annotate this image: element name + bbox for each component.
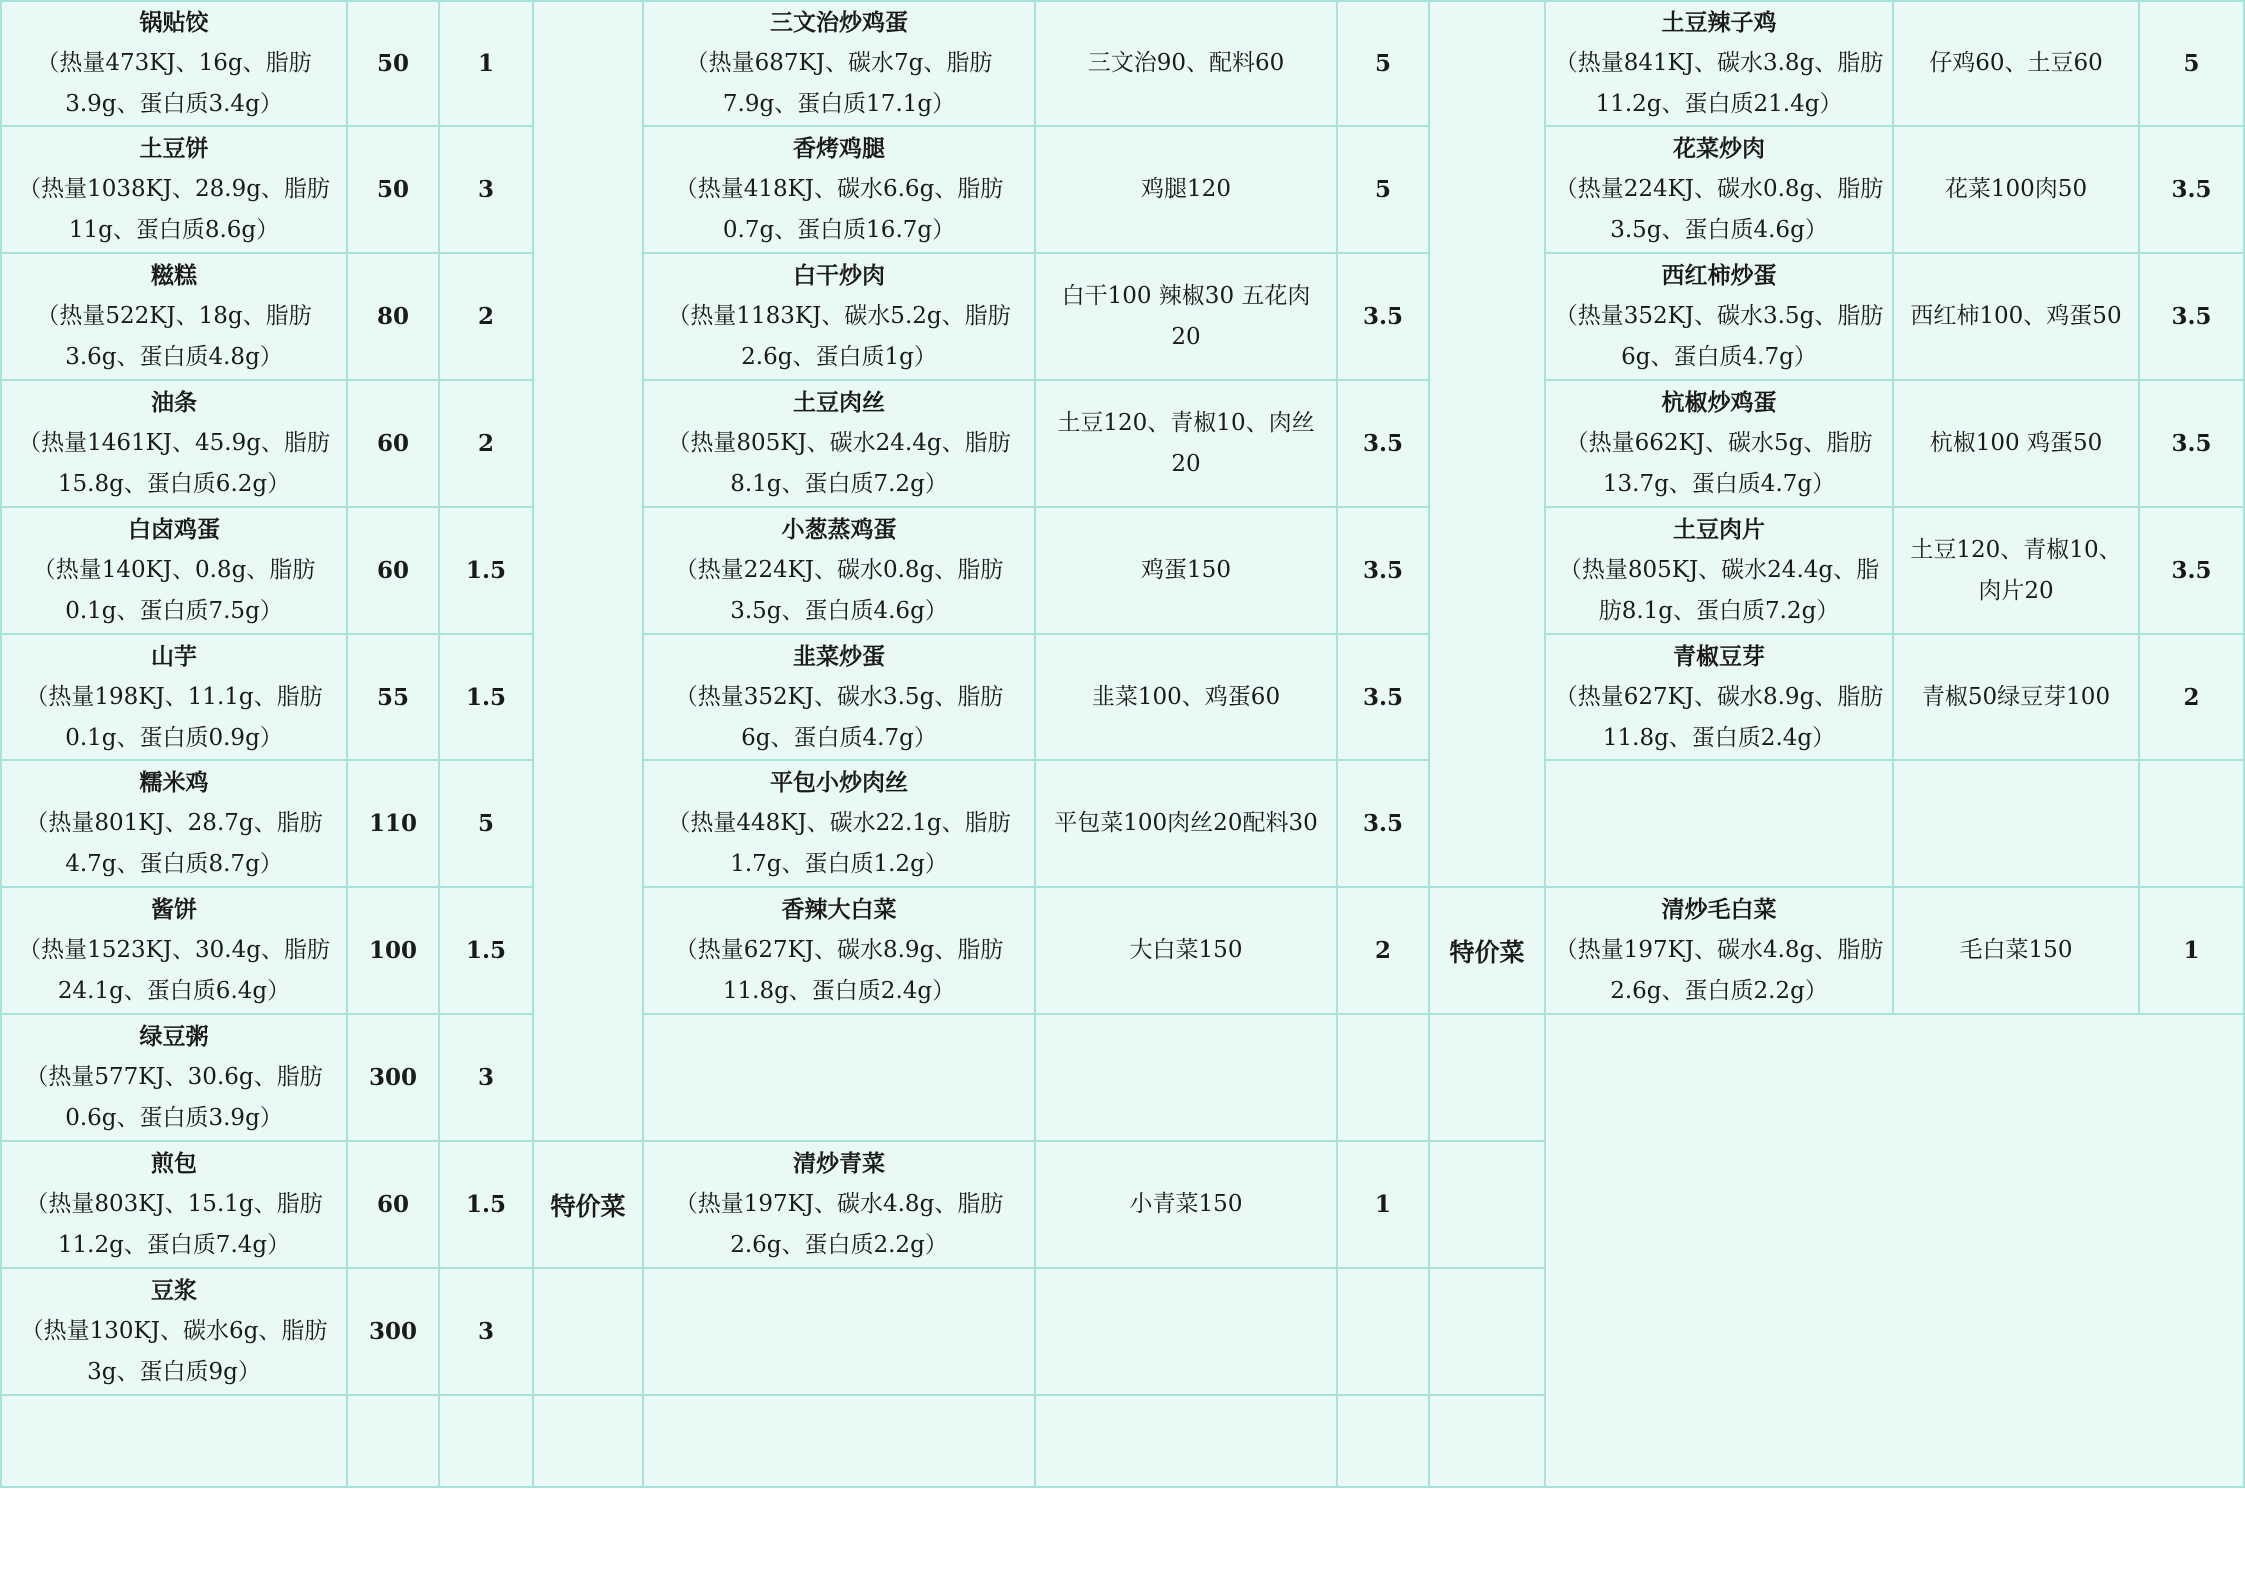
empty-cell xyxy=(534,1396,644,1488)
dish-name: 白干炒肉 xyxy=(793,262,885,289)
ingredient-cell xyxy=(1036,508,1338,635)
price-cell xyxy=(1338,1142,1430,1269)
special-tag-cell xyxy=(1430,888,1546,1015)
price-cell-text: 1 xyxy=(477,50,494,77)
weight-cell-text: 80 xyxy=(376,303,409,330)
dish-name: 油条 xyxy=(151,389,197,416)
category-merged-cell xyxy=(534,0,644,1142)
price-cell-text: 1.5 xyxy=(465,937,506,964)
weight-cell-text: 300 xyxy=(368,1318,417,1345)
weight-cell xyxy=(348,127,440,254)
weight-cell-text: 110 xyxy=(368,810,417,837)
dish-nutrition: （热量627KJ、碳水8.9g、脂肪11.8g、蛋白质2.4g） xyxy=(1554,683,1884,751)
price-cell xyxy=(1338,508,1430,635)
empty-cell xyxy=(0,1396,348,1488)
ingredient-cell xyxy=(1036,761,1338,888)
dish-text xyxy=(644,509,1034,632)
dish-text xyxy=(644,1143,1034,1266)
dish-text xyxy=(2,1016,346,1139)
dish-name: 糯米鸡 xyxy=(139,769,209,796)
ingredient-cell-text: 西红柿100、鸡蛋50 xyxy=(1910,303,2122,329)
dish-name: 平包小炒肉丝 xyxy=(770,769,908,796)
empty-cell xyxy=(1036,1015,1338,1142)
price-cell xyxy=(440,1015,534,1142)
dish-cell xyxy=(1546,888,1894,1015)
price-cell-text: 3.5 xyxy=(2171,303,2212,330)
special-tag-cell-text: 特价菜 xyxy=(550,1191,626,1221)
empty-cell xyxy=(644,1269,1036,1396)
price-cell xyxy=(2140,127,2245,254)
weight-cell xyxy=(348,254,440,381)
empty-cell xyxy=(1430,1269,1546,1396)
dish-nutrition: （热量352KJ、碳水3.5g、脂肪6g、蛋白质4.7g） xyxy=(674,683,1004,751)
empty-cell xyxy=(1338,1269,1430,1396)
dish-cell xyxy=(1546,254,1894,381)
dish-name: 绿豆粥 xyxy=(139,1023,209,1050)
dish-name: 豆浆 xyxy=(151,1277,197,1304)
dish-cell xyxy=(644,635,1036,761)
price-cell xyxy=(440,635,534,761)
dish-text xyxy=(2,636,346,759)
ingredient-cell xyxy=(1036,635,1338,761)
price-cell-text: 2 xyxy=(477,303,494,330)
dish-name: 土豆辣子鸡 xyxy=(1661,9,1777,36)
ingredient-cell-text: 大白菜150 xyxy=(1129,937,1243,963)
dish-text xyxy=(644,128,1034,251)
dish-cell xyxy=(644,508,1036,635)
dish-cell xyxy=(1546,0,1894,127)
dish-nutrition: （热量224KJ、碳水0.8g、脂肪3.5g、蛋白质4.6g） xyxy=(1554,176,1884,243)
dish-name: 糍糕 xyxy=(151,262,197,289)
dish-nutrition: （热量197KJ、碳水4.8g、脂肪2.6g、蛋白质2.2g） xyxy=(1554,937,1884,1004)
dish-name: 韭菜炒蛋 xyxy=(793,642,885,670)
dish-nutrition: （热量522KJ、18g、脂肪3.6g、蛋白质4.8g） xyxy=(36,303,312,370)
price-cell xyxy=(1338,761,1430,888)
ingredient-cell-text: 鸡腿120 xyxy=(1141,176,1231,202)
dish-nutrition: （热量577KJ、30.6g、脂肪0.6g、蛋白质3.9g） xyxy=(25,1064,323,1131)
ingredient-cell-text: 白干100 辣椒30 五花肉20 xyxy=(1061,282,1311,350)
dish-nutrition: （热量352KJ、碳水3.5g、脂肪6g、蛋白质4.7g） xyxy=(1554,303,1884,370)
dish-nutrition: （热量801KJ、28.7g、脂肪4.7g、蛋白质8.7g） xyxy=(25,810,323,877)
dish-name: 西红柿炒蛋 xyxy=(1661,262,1777,289)
price-cell xyxy=(440,127,534,254)
empty-cell xyxy=(1338,1015,1430,1142)
price-cell xyxy=(2140,0,2245,127)
price-cell-text: 2 xyxy=(2183,683,2200,711)
ingredient-cell-text: 毛白菜150 xyxy=(1959,937,2073,963)
special-tag-cell xyxy=(534,1142,644,1269)
dish-nutrition: （热量224KJ、碳水0.8g、脂肪3.5g、蛋白质4.6g） xyxy=(674,557,1004,624)
dish-cell xyxy=(0,1142,348,1269)
dish-nutrition: （热量130KJ、碳水6g、脂肪3g、蛋白质9g） xyxy=(20,1318,328,1385)
dish-cell xyxy=(0,0,348,127)
price-cell xyxy=(440,1142,534,1269)
weight-cell-text: 60 xyxy=(376,1191,409,1218)
dish-cell xyxy=(1546,127,1894,254)
price-cell-text: 3 xyxy=(477,176,494,203)
dish-nutrition: （热量627KJ、碳水8.9g、脂肪11.8g、蛋白质2.4g） xyxy=(674,937,1004,1004)
dish-name: 锅贴饺 xyxy=(139,9,209,36)
ingredient-cell xyxy=(1894,127,2140,254)
price-cell-text: 3.5 xyxy=(2171,430,2212,457)
empty-cell xyxy=(1430,1015,1546,1142)
dish-nutrition: （热量803KJ、15.1g、脂肪11.2g、蛋白质7.4g） xyxy=(25,1191,323,1258)
weight-cell xyxy=(348,761,440,888)
dish-nutrition: （热量198KJ、11.1g、脂肪0.1g、蛋白质0.9g） xyxy=(25,683,323,751)
dish-nutrition: （热量687KJ、碳水7g、脂肪7.9g、蛋白质17.1g） xyxy=(685,50,993,117)
dish-text xyxy=(2,509,346,632)
dish-name: 小葱蒸鸡蛋 xyxy=(781,516,897,543)
ingredient-cell xyxy=(1894,635,2140,761)
price-cell xyxy=(440,254,534,381)
dish-text xyxy=(2,889,346,1012)
dish-cell xyxy=(644,1142,1036,1269)
dish-name: 香烤鸡腿 xyxy=(793,135,885,162)
price-cell-text: 1.5 xyxy=(465,1191,506,1218)
empty-cell xyxy=(1338,1396,1430,1488)
ingredient-cell-text: 小青菜150 xyxy=(1129,1191,1243,1217)
dish-text xyxy=(1546,128,1892,251)
price-cell-text: 2 xyxy=(477,430,494,457)
dish-cell xyxy=(0,381,348,508)
dish-text xyxy=(2,128,346,251)
price-cell-text: 1 xyxy=(1374,1191,1391,1218)
weight-cell xyxy=(348,1015,440,1142)
dish-cell xyxy=(0,635,348,761)
price-cell xyxy=(1338,381,1430,508)
dish-nutrition: （热量662KJ、碳水5g、脂肪13.7g、蛋白质4.7g） xyxy=(1565,430,1873,497)
dish-text xyxy=(644,255,1034,378)
price-cell xyxy=(2140,254,2245,381)
price-cell xyxy=(2140,381,2245,508)
dish-nutrition: （热量197KJ、碳水4.8g、脂肪2.6g、蛋白质2.2g） xyxy=(674,1191,1004,1258)
empty-cell xyxy=(1894,761,2140,888)
dish-name: 煎包 xyxy=(151,1150,197,1177)
dish-cell xyxy=(644,761,1036,888)
weight-cell-text: 50 xyxy=(376,176,409,203)
ingredient-cell xyxy=(1894,0,2140,127)
empty-cell xyxy=(644,1015,1036,1142)
dish-text xyxy=(2,255,346,378)
dish-nutrition: （热量841KJ、碳水3.8g、脂肪11.2g、蛋白质21.4g） xyxy=(1554,50,1884,117)
dish-name: 白卤鸡蛋 xyxy=(128,516,220,543)
dish-nutrition: （热量805KJ、碳水24.4g、脂肪8.1g、蛋白质7.2g） xyxy=(1558,557,1880,624)
price-cell xyxy=(1338,888,1430,1015)
dish-cell xyxy=(0,508,348,635)
price-cell-text: 2 xyxy=(1374,937,1391,964)
price-cell-text: 3.5 xyxy=(2171,557,2212,584)
price-cell-text: 5 xyxy=(1374,50,1391,77)
weight-cell xyxy=(348,508,440,635)
dish-nutrition: （热量1523KJ、30.4g、脂肪24.1g、蛋白质6.4g） xyxy=(18,937,330,1004)
weight-cell xyxy=(348,888,440,1015)
price-cell xyxy=(1338,254,1430,381)
price-cell xyxy=(2140,888,2245,1015)
ingredient-cell xyxy=(1036,127,1338,254)
price-cell xyxy=(1338,635,1430,761)
dish-text xyxy=(644,636,1034,759)
price-cell-text: 1.5 xyxy=(465,557,506,584)
weight-cell-text: 60 xyxy=(376,430,409,457)
dish-cell xyxy=(644,254,1036,381)
price-cell-text: 3 xyxy=(477,1318,494,1345)
dish-cell xyxy=(1546,381,1894,508)
dish-text xyxy=(1546,255,1892,378)
ingredient-cell-text: 平包菜100肉丝20配料30 xyxy=(1054,810,1318,836)
dish-text xyxy=(2,762,346,885)
dish-nutrition: （热量473KJ、16g、脂肪3.9g、蛋白质3.4g） xyxy=(36,50,312,117)
price-cell-text: 3.5 xyxy=(1362,810,1403,837)
price-cell xyxy=(440,0,534,127)
dish-name: 花菜炒肉 xyxy=(1673,135,1765,162)
ingredient-cell-text: 花菜100肉50 xyxy=(1944,176,2088,202)
price-cell xyxy=(1338,127,1430,254)
dish-cell xyxy=(0,761,348,888)
empty-cell xyxy=(1430,1142,1546,1269)
dish-cell xyxy=(1546,635,1894,761)
ingredient-cell xyxy=(1036,0,1338,127)
price-cell-text: 1.5 xyxy=(465,683,506,711)
weight-cell xyxy=(348,0,440,127)
dish-cell xyxy=(644,0,1036,127)
weight-cell xyxy=(348,635,440,761)
dish-name: 香辣大白菜 xyxy=(781,896,897,923)
weight-cell xyxy=(348,1269,440,1396)
empty-cell xyxy=(348,1396,440,1488)
price-cell-text: 3 xyxy=(477,1064,494,1091)
price-cell xyxy=(2140,508,2245,635)
weight-cell-text: 100 xyxy=(368,937,417,964)
dish-cell xyxy=(644,381,1036,508)
dish-nutrition: （热量1183KJ、碳水5.2g、脂肪2.6g、蛋白质1g） xyxy=(667,303,1011,370)
ingredient-cell-text: 土豆120、青椒10、肉丝20 xyxy=(1057,409,1315,477)
dish-text xyxy=(2,2,346,125)
empty-cell xyxy=(1036,1396,1338,1488)
price-cell xyxy=(440,381,534,508)
dish-text xyxy=(1546,2,1892,125)
price-cell xyxy=(440,1269,534,1396)
empty-cell xyxy=(1430,1396,1546,1488)
dish-text xyxy=(1546,382,1892,505)
weight-cell-text: 300 xyxy=(368,1064,417,1091)
ingredient-cell-text: 杭椒100 鸡蛋50 xyxy=(1929,430,2103,456)
dish-text xyxy=(1546,636,1892,759)
dish-name: 酱饼 xyxy=(151,896,197,923)
empty-cell xyxy=(440,1396,534,1488)
dish-name: 三文治炒鸡蛋 xyxy=(770,9,908,36)
dish-cell xyxy=(644,888,1036,1015)
weight-cell-text: 55 xyxy=(376,683,409,711)
ingredient-cell-text: 韭菜100、鸡蛋60 xyxy=(1091,683,1281,710)
price-cell-text: 3.5 xyxy=(1362,557,1403,584)
category-merged-cell xyxy=(1430,0,1546,888)
dish-nutrition: （热量418KJ、碳水6.6g、脂肪0.7g、蛋白质16.7g） xyxy=(674,176,1004,243)
weight-cell xyxy=(348,381,440,508)
dish-text xyxy=(2,1143,346,1266)
price-cell xyxy=(440,888,534,1015)
ingredient-cell xyxy=(1894,254,2140,381)
price-cell-text: 3.5 xyxy=(1362,430,1403,457)
dish-name: 土豆饼 xyxy=(139,135,209,162)
dish-cell xyxy=(644,127,1036,254)
price-cell-text: 3.5 xyxy=(1362,683,1403,711)
ingredient-cell xyxy=(1894,381,2140,508)
dish-cell xyxy=(0,1269,348,1396)
dish-name: 青椒豆芽 xyxy=(1673,642,1765,670)
price-cell-text: 5 xyxy=(2183,50,2200,77)
ingredient-cell xyxy=(1036,1142,1338,1269)
dish-cell xyxy=(0,254,348,381)
ingredient-cell xyxy=(1036,381,1338,508)
dish-name: 土豆肉丝 xyxy=(793,389,885,416)
dish-nutrition: （热量140KJ、0.8g、脂肪0.1g、蛋白质7.5g） xyxy=(32,557,316,624)
special-tag-cell-text: 特价菜 xyxy=(1449,937,1525,967)
dish-text xyxy=(644,382,1034,505)
price-cell xyxy=(440,761,534,888)
dish-name: 土豆肉片 xyxy=(1673,516,1765,543)
dish-text xyxy=(644,762,1034,885)
price-cell-text: 5 xyxy=(477,810,494,837)
dish-cell xyxy=(0,888,348,1015)
dish-name: 杭椒炒鸡蛋 xyxy=(1661,389,1777,416)
dish-text xyxy=(2,1270,346,1393)
price-cell xyxy=(1338,0,1430,127)
dish-name: 山芋 xyxy=(151,642,197,670)
ingredient-cell-text: 青椒50绿豆芽100 xyxy=(1921,683,2111,710)
price-cell xyxy=(440,508,534,635)
dish-text xyxy=(1546,509,1892,632)
price-cell-text: 3.5 xyxy=(1362,303,1403,330)
weight-cell-text: 50 xyxy=(376,50,409,77)
empty-cell xyxy=(1546,761,1894,888)
dish-name: 清炒青菜 xyxy=(793,1150,885,1177)
empty-area xyxy=(1546,1015,2245,1488)
ingredient-cell-text: 鸡蛋150 xyxy=(1141,557,1231,583)
ingredient-cell xyxy=(1036,254,1338,381)
ingredient-cell xyxy=(1036,888,1338,1015)
ingredient-cell-text: 土豆120、青椒10、肉片20 xyxy=(1910,536,2122,604)
dish-text xyxy=(2,382,346,505)
empty-cell xyxy=(1036,1269,1338,1396)
dish-nutrition: （热量1461KJ、45.9g、脂肪15.8g、蛋白质6.2g） xyxy=(18,430,330,497)
weight-cell xyxy=(348,1142,440,1269)
dish-cell xyxy=(1546,508,1894,635)
dish-nutrition: （热量448KJ、碳水22.1g、脂肪1.7g、蛋白质1.2g） xyxy=(667,810,1011,877)
weight-cell-text: 60 xyxy=(376,557,409,584)
dish-name: 清炒毛白菜 xyxy=(1661,896,1777,923)
price-cell xyxy=(2140,635,2245,761)
dish-text xyxy=(644,2,1034,125)
dish-nutrition: （热量805KJ、碳水24.4g、脂肪8.1g、蛋白质7.2g） xyxy=(667,430,1011,497)
price-cell-text: 1 xyxy=(2183,937,2200,964)
empty-cell xyxy=(2140,761,2245,888)
dish-nutrition: （热量1038KJ、28.9g、脂肪11g、蛋白质8.6g） xyxy=(18,176,330,243)
ingredient-cell xyxy=(1894,888,2140,1015)
ingredient-cell-text: 三文治90、配料60 xyxy=(1087,50,1285,76)
dish-cell xyxy=(0,127,348,254)
price-cell-text: 5 xyxy=(1374,176,1391,203)
dish-text xyxy=(1546,889,1892,1012)
empty-cell xyxy=(644,1396,1036,1488)
dish-cell xyxy=(0,1015,348,1142)
price-cell-text: 3.5 xyxy=(2171,176,2212,203)
ingredient-cell-text: 仔鸡60、土豆60 xyxy=(1929,50,2103,76)
ingredient-cell xyxy=(1894,508,2140,635)
dish-text xyxy=(644,889,1034,1012)
empty-cell xyxy=(534,1269,644,1396)
